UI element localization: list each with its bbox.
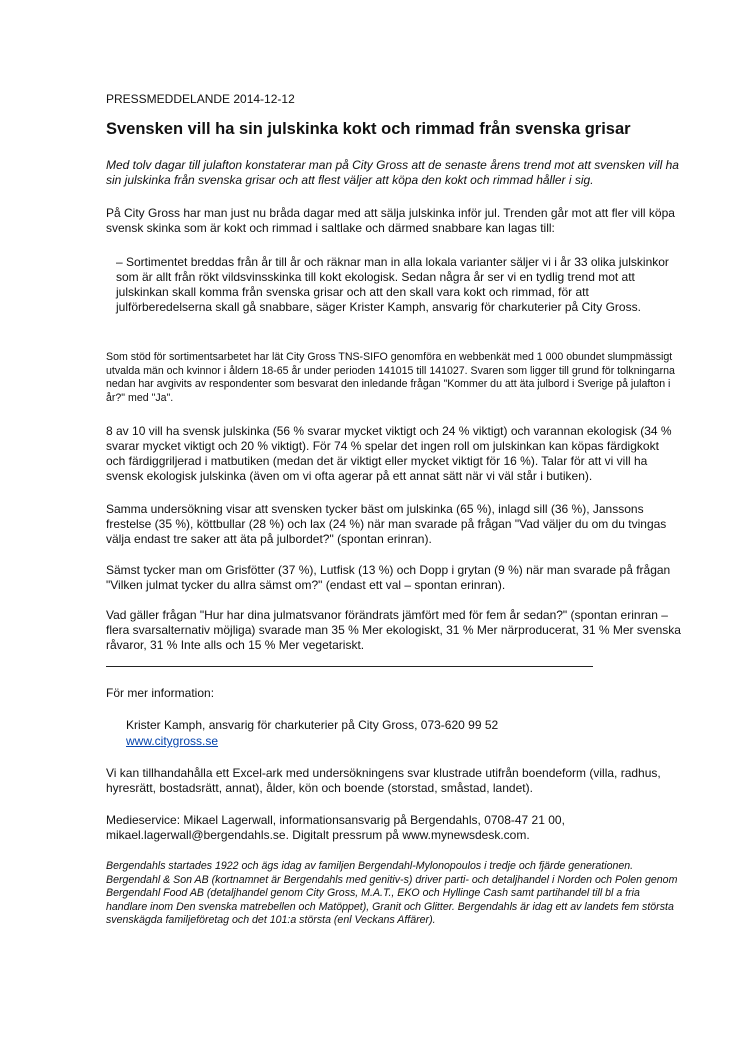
contact-person: Krister Kamph, ansvarig för charkuterier på City Gross, 073-620 99 52 bbox=[126, 718, 499, 732]
company-about-paragraph: Bergendahls startades 1922 och ägs idag av familjen Bergendahl-Mylonopoulos i tredje och fjärde generationen. Bergendahl & Son AB (kortnamnet är Bergendahls med genitiv-s) driver parti- och detaljhandel i Norden och Polen genom Bergendahl Food AB (detaljhandel genom City Gross, M.A.T., EKO och Hyllinge Cash samt partihandel till bl a fria handlare inom Den svenska matrebellen och Matöppet), Granit och Glitter. Bergendahls är idag ett av landets fem största svenskägda familjeföretag och det 101:a största (enl Veckans Affärer). bbox=[106, 860, 678, 926]
headline: Svensken vill ha sin julskinka kokt och rimmad från svenska grisar bbox=[106, 120, 631, 138]
habits-paragraph: Vad gäller frågan "Hur har dina julmatsvanor förändrats jämfört med för fem år sedan?" (spontan erinran – flera svarsalternativ möjliga) svarade man 35 % Mer ekologiskt, 31 % Mer närproducerat, 31 % Mer svenska råvaror, 31 % Inte alls och 15 % Mer vegetariskt. bbox=[106, 608, 681, 652]
excel-info-paragraph: Vi kan tillhandahålla ett Excel-ark med undersökningens svar klustrade utifrån boendeform (villa, radhus, hyresrätt, bostadsrätt, annat), ålder, kön och boende (storstad, småstad, landet). bbox=[106, 766, 661, 795]
quote-paragraph: – Sortimentet breddas från år till år och räknar man in alla lokala varianter säljer vi i år 33 olika julskinkor som är allt från rökt vildsvinsskinka till kokt ekologisk. Sedan några år ser vi en tydlig trend mot att julskinkan skall komma från svenska grisar och att den skall vara kokt och rimmad, för att julförberedelserna skall gå snabbare, säger Krister Kamph, ansvarig för charkuterier på City Gross. bbox=[116, 255, 669, 314]
intro-paragraph: På City Gross har man just nu bråda dagar med att sälja julskinka inför jul. Trenden går mot att fler vill köpa svensk skinka som är kokt och rimmad i saltlake och därmed snabbare kan lagas till: bbox=[106, 206, 675, 235]
lead-paragraph: Med tolv dagar till julafton konstaterar man på City Gross att de senaste årens trend mot att svensken vill ha sin julskinka från svenska grisar och att flest väljer att köpa den kokt och rimmad håller i sig. bbox=[106, 158, 679, 187]
divider bbox=[106, 666, 593, 667]
website-link[interactable]: www.citygross.se bbox=[126, 734, 219, 748]
press-release-date-label: PRESSMEDDELANDE 2014-12-12 bbox=[106, 92, 295, 106]
survey-method-paragraph: Som stöd för sortimentsarbetet har lät City Gross TNS-SIFO genomföra en webbenkät med 1 000 obundet slumpmässigt utvalda män och kvinnor i åldern 18-65 år under perioden 141015 till 141027. Svaren som ligger till grund för tolkningarna nedan har avgivits av respondenter som besvarat den inledande frågan "Kommer du att äta julbord i Sverige på julafton i år?" med "Ja". bbox=[106, 351, 675, 404]
media-service-paragraph: Medieservice: Mikael Lagerwall, informationsansvarig på Bergendahls, 0708-47 21 00, mikael.lagerwall@bergendahls.se. Digitalt pressrum på www.mynewsdesk.com. bbox=[106, 813, 565, 842]
worst-food-paragraph: Sämst tycker man om Grisfötter (37 %), Lutfisk (13 %) och Dopp i grytan (9 %) när man svarade på frågan "Vilken julmat tycker du allra sämst om?" (endast ett val – spontan erinran). bbox=[106, 563, 671, 592]
favorite-food-paragraph: Samma undersökning visar att svensken tycker bäst om julskinka (65 %), inlagd sill (36 %), Janssons frestelse (35 %), köttbullar (28 %) och lax (24 %) när man svarade på frågan "Vad väljer du om du tvingas välja endast tre saker att äta på julbordet?" (spontan erinran). bbox=[106, 502, 667, 546]
contact-heading: För mer information: bbox=[106, 686, 215, 700]
survey-results-paragraph: 8 av 10 vill ha svensk julskinka (56 % svarar mycket viktigt och 24 % viktigt) och varannan ekologisk (34 % svarar mycket viktigt och 20 % viktigt). För 74 % spelar det ingen roll om julskinkan kan köpas färdigkokt och färdiggriljerad i matbutiken (medan det är viktigt eller mycket viktigt för 16 %). Talar för att vi vill ha svensk ekologisk julskinka (även om vi ofta agerar på ett annat sätt när vi väl står i butiken). bbox=[106, 424, 672, 483]
